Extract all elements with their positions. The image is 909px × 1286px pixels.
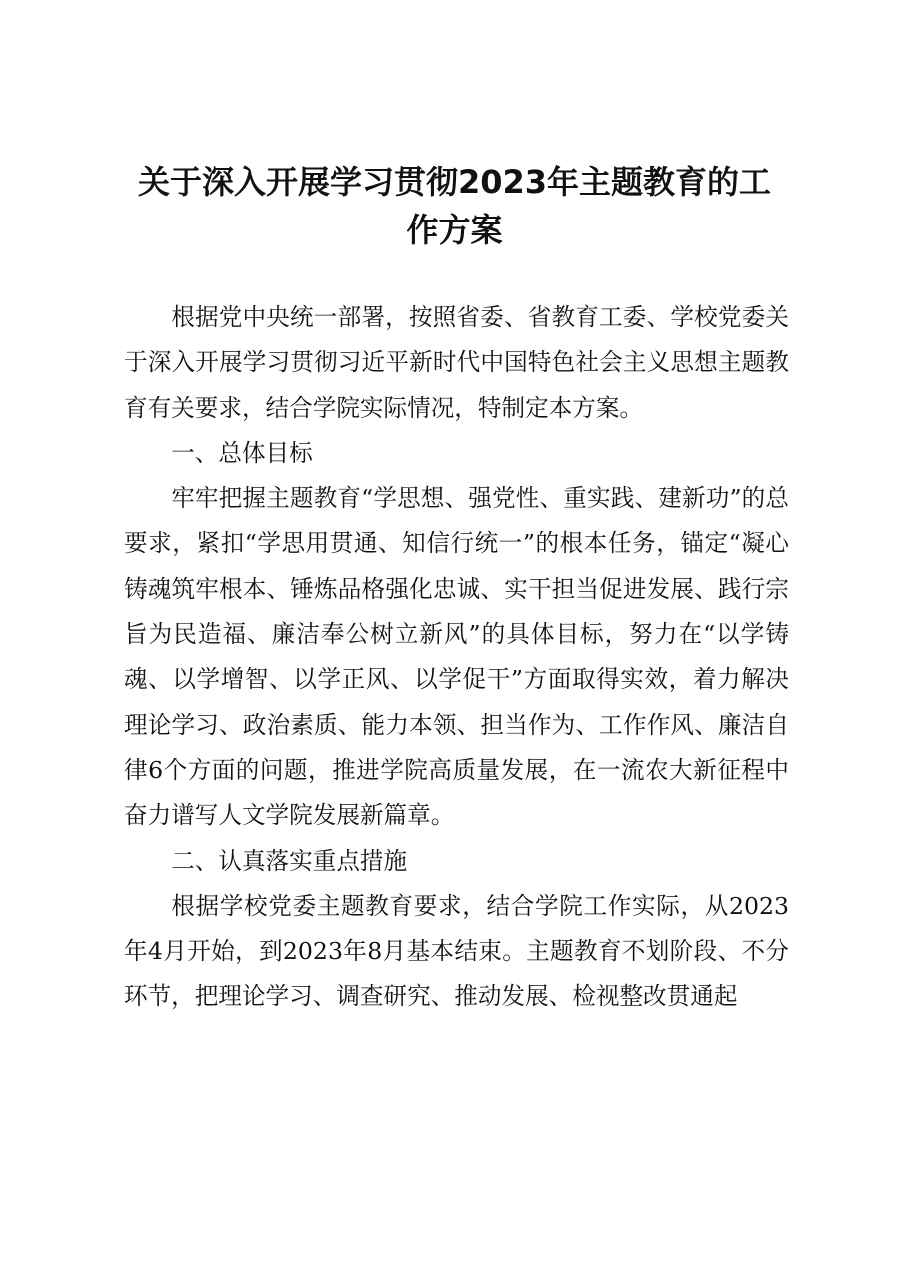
section-heading-2: 二、认真落实重点措施 bbox=[171, 846, 408, 875]
title-line-1: 关于深入开展学习贯彻2023年主题教育的工 bbox=[137, 163, 772, 201]
paragraph-intro: 根据党中央统一部署，按照省委、省教育工委、学校党委关于深入开展学习贯彻习近平新时代中国特色社会主义思想主题教育有关要求，结合学院实际情况，特制定本方案。 bbox=[124, 303, 789, 422]
document-body bbox=[124, 295, 789, 1020]
document-title bbox=[110, 158, 799, 254]
section-heading-1: 一、总体目标 bbox=[171, 438, 313, 467]
paragraph-measures: 根据学校党委主题教育要求，结合学院工作实际，从2023年4月开始，到2023年8月基本结束。主题教育不划阶段、不分环节，把理论学习、调查研究、推动发展、检视整改贯通起 bbox=[124, 891, 789, 1011]
paragraph-overall-goal: 牢牢把握主题教育“学思想、强党性、重实践、建新功”的总要求，紧扣“学思用贯通、知信行统一”的根本任务，锚定“凝心铸魂筑牢根本、锤炼品格强化忠诚、实干担当促进发展、践行宗旨为民造福、廉洁奉公树立新风”的具体目标，努力在“以学铸魂、以学增智、以学正风、以学促干”方面取得实效，着力解决理论学习、政治素质、能力本领、担当作为、工作作风、廉洁自律6个方面的问题，推进学院高质量发展，在一流农大新征程中奋力谱写人文学院发展新篇章。 bbox=[124, 484, 789, 830]
title-line-2: 作方案 bbox=[406, 211, 503, 249]
